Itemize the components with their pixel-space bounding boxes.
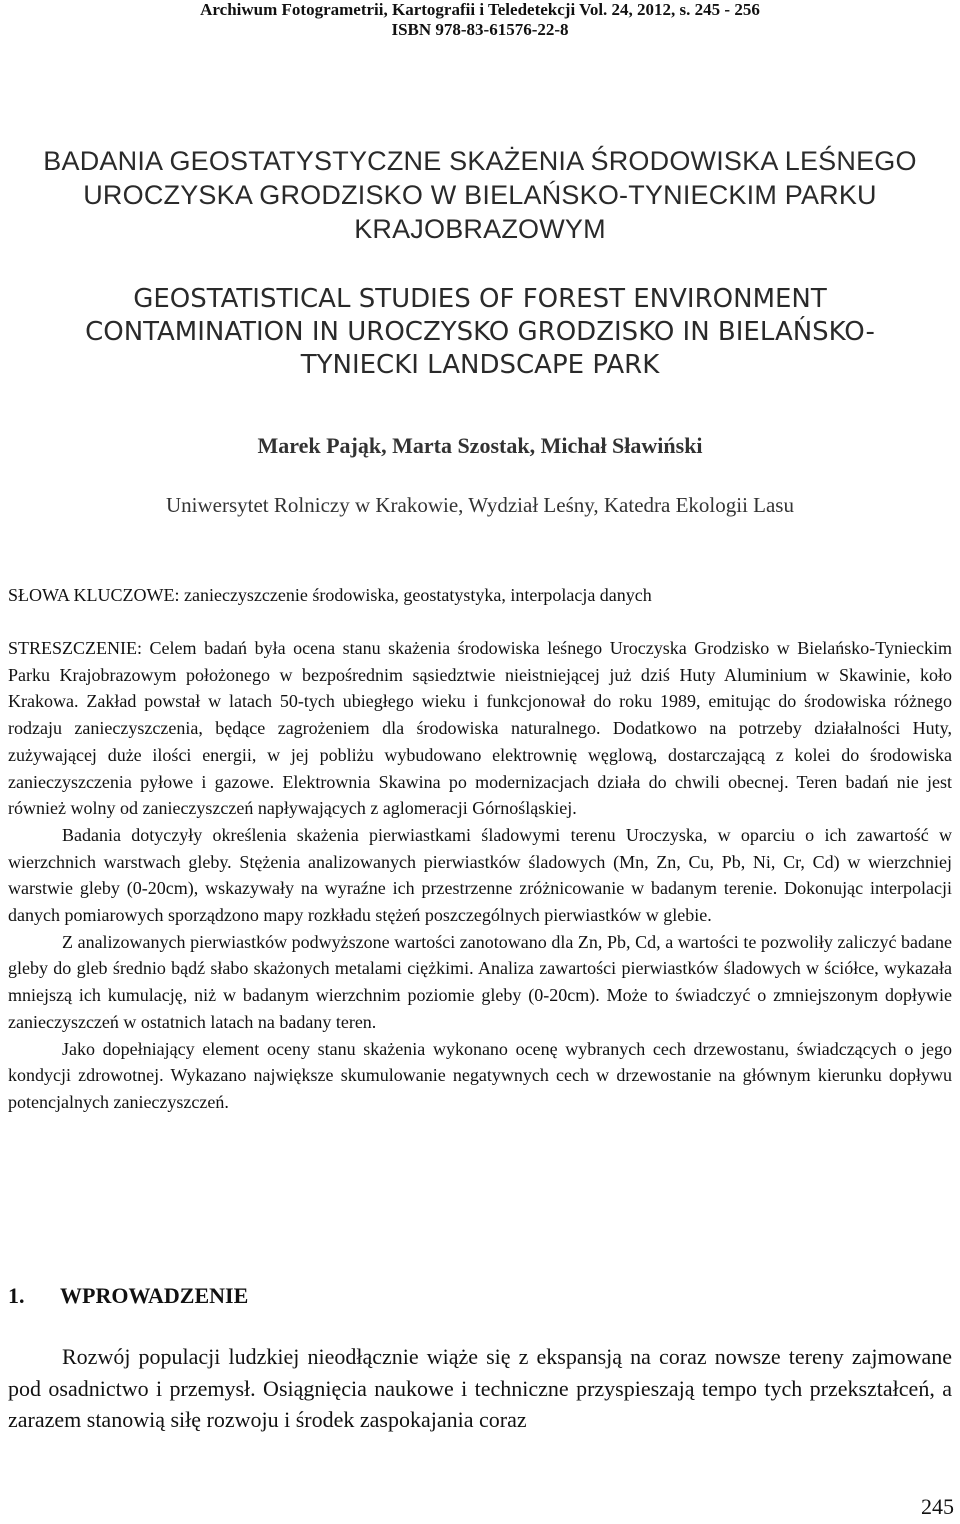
- authors: Marek Pająk, Marta Szostak, Michał Sławiński: [257, 433, 703, 458]
- title-polish-line-3: KRAJOBRAZOWYM: [354, 214, 606, 244]
- introduction-body: [8, 1341, 952, 1436]
- abstract-paragraph: STRESZCZENIE: Celem badań była ocena stanu skażenia środowiska leśnego Uroczyska Grodzisko w Bielańsko-Tynieckim Parku Krajobrazowym położonego w bezpośrednim sąsiedztwie nieistniejącej już dziś Huty Aluminium w Skawinie, koło Krakowa. Zakład powstał w latach 50-tych ubiegłego wieku i funkcjonował do roku 1989, emitując do środowiska różnego rodzaju zanieczyszczenia, będące zagrożeniem dla środowiska naturalnego. Dodatkowo na potrzeby działalności Huty, zużywającej duże ilości energii, w jej pobliżu wybudowano elektrownię węglową, dostarczającą z kolei do środowiska zanieczyszczenia pyłowe i gazowe. Elektrownia Skawina po modernizacjach działa do chwili obecnej. Teren badań nie jest również wolny od zanieczyszczeń napływających z aglomeracji Górnośląskiej.: [8, 638, 952, 819]
- journal-citation: Archiwum Fotogrametrii, Kartografii i Teledetekcji Vol. 24, 2012, s. 245 - 256: [200, 0, 760, 19]
- abstract-paragraph: Jako dopełniający element oceny stanu skażenia wykonano ocenę wybranych cech drzewostanu, świadczących o jego kondycji zdrowotnej. Wykazano największe skumulowanie negatywnych cech w drzewostanie na głównym kierunku dopływu potencjalnych zanieczyszczeń.: [8, 1038, 952, 1112]
- page-number: 245: [921, 1494, 954, 1519]
- abstract-paragraph: Badania dotyczyły określenia skażenia pierwiastkami śladowymi terenu Uroczyska, w oparciu o ich zawartość w wierzchnich warstwach gleby. Stężenia analizowanych pierwiastków śladowych (Mn, Zn, Cu, Pb, Ni, Cr, Cd) w wierzchniej warstwie gleby (0-20cm), wskazywały na wyraźne ich przestrzenne zróżnicowanie w badanym terenie. Dokonując interpolacji danych pomiarowych sporządzono mapy rozkładu stężeń poszczególnych pierwiastków w glebie.: [8, 824, 952, 926]
- abstract-paragraph: Z analizowanych pierwiastków podwyższone wartości zanotowano dla Zn, Pb, Cd, a wartości te pozwoliły zaliczyć badane gleby do gleb średnio bądź słabo skażonych metalami ciężkimi. Analiza zawartości pierwiastków śladowych w ściółce, wykazała mniejszą ich kumulację, niż w badanym wierzchnim poziomie gleby (0-20cm). Może to świadczyć o zmniejszonym dopływie zanieczyszczeń w ostatnich latach na badany teren.: [8, 931, 952, 1032]
- section-title: WPROWADZENIE: [60, 1283, 249, 1308]
- section-number: 1.: [8, 1283, 25, 1308]
- title-english-line-3: TYNIECKI LANDSCAPE PARK: [300, 350, 660, 380]
- affiliation: Uniwersytet Rolniczy w Krakowie, Wydział Leśny, Katedra Ekologii Lasu: [166, 493, 794, 517]
- title-english-line-2: CONTAMINATION IN UROCZYSKO GRODZISKO IN BIELAŃSKO-: [85, 317, 875, 347]
- section-heading: [8, 1282, 248, 1310]
- title-polish-line-2: UROCZYSKA GRODZISKO W BIELAŃSKO-TYNIECKIM PARKU: [83, 180, 877, 210]
- isbn: ISBN 978-83-61576-22-8: [391, 20, 569, 39]
- journal-header: [0, 0, 960, 40]
- title-english: [20, 283, 940, 382]
- title-english-line-1: GEOSTATISTICAL STUDIES OF FOREST ENVIRONMENT: [133, 284, 827, 314]
- title-polish: [20, 144, 940, 246]
- body-paragraph: Rozwój populacji ludzkiej nieodłącznie wiąże się z ekspansją na coraz nowsze tereny zajmowane pod osadnictwo i przemysł. Osiągnięcia naukowe i techniczne przyspieszają tempo tych przekształceń, a zarazem stanowią siłę rozwoju i środek zaspokajania coraz: [8, 1344, 952, 1432]
- abstract: [8, 635, 952, 1116]
- keywords: SŁOWA KLUCZOWE: zanieczyszczenie środowiska, geostatystyka, interpolacja danych: [8, 585, 652, 605]
- title-polish-line-1: BADANIA GEOSTATYSTYCZNE SKAŻENIA ŚRODOWISKA LEŚNEGO: [43, 146, 917, 176]
